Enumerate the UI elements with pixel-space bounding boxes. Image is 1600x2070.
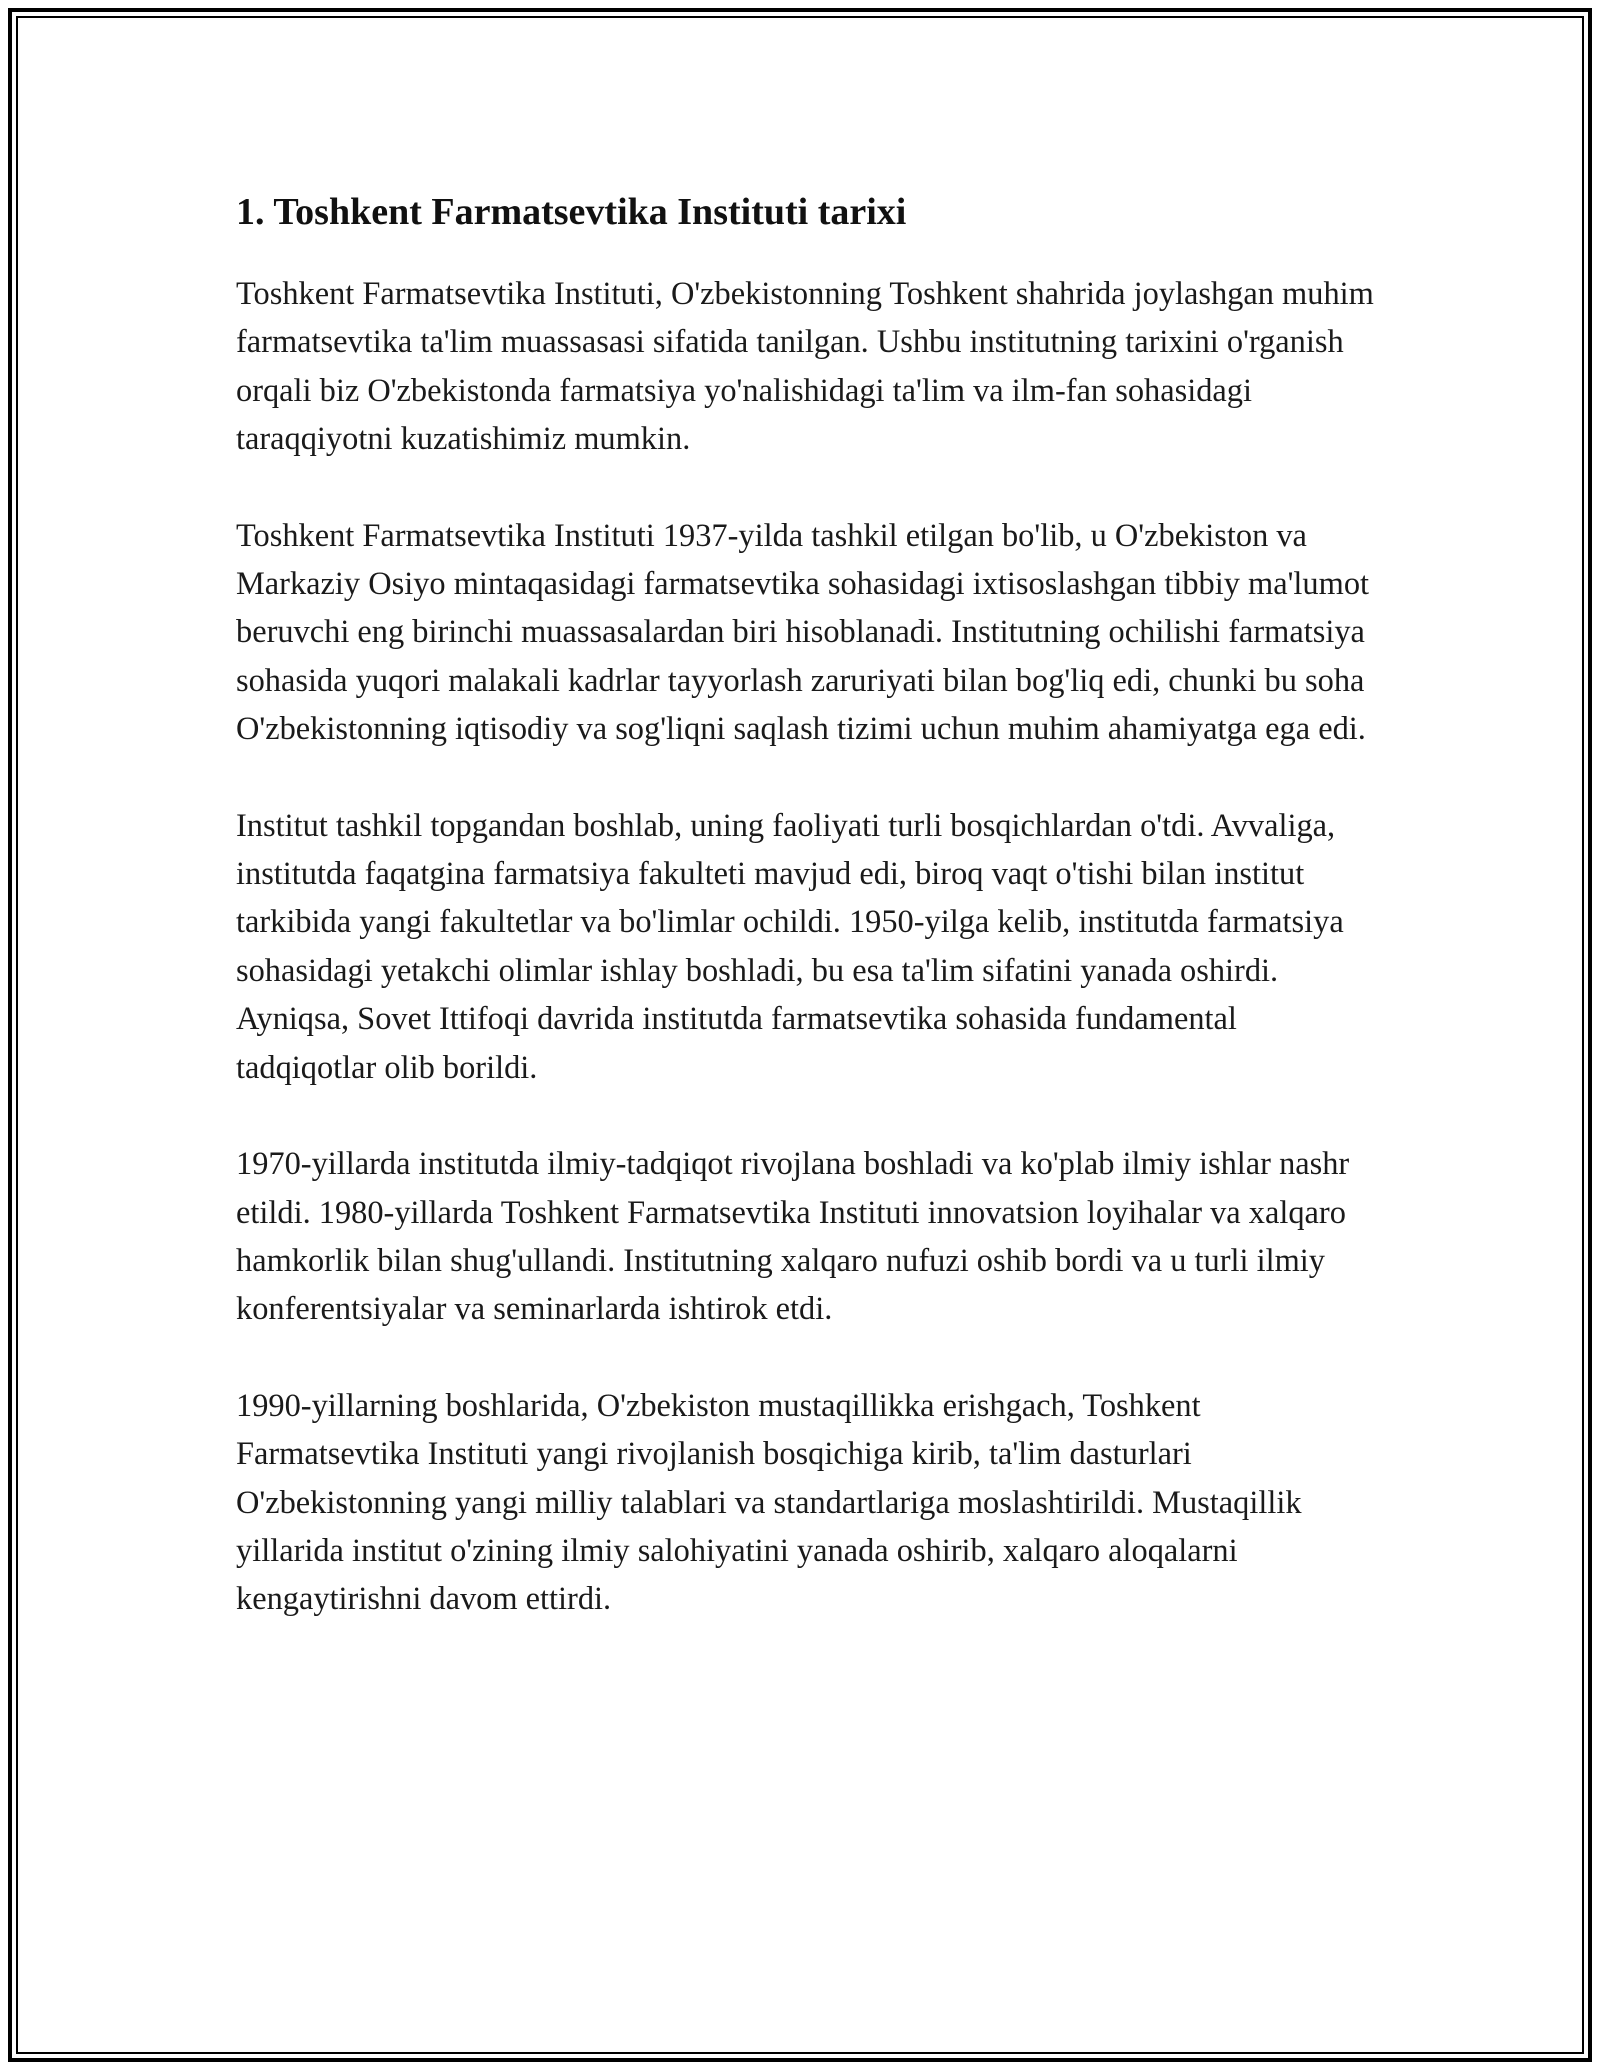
paragraph-4: 1970-yillarda institutda ilmiy-tadqiqot rivojlana boshladi va ko'plab ilmiy ishlar nashr etildi. 1980-yillarda Toshkent Farmatsevtika Instituti innovatsion loyihalar va xalqaro hamkorlik bilan shug'ullandi. Institutning xalqaro nufuzi oshib bordi va u turli ilmiy konferentsiyalar va seminarlarda ishtirok etdi. bbox=[236, 1146, 1350, 1328]
paragraph-5: 1990-yillarning boshlarida, O'zbekiston mustaqillikka erishgach, Toshkent Farmatsevtika Instituti yangi rivojlanish bosqichiga kirib, ta'lim dasturlari O'zbekistonning yangi milliy talablari va standartlariga moslashtirildi. Mustaqillik yillarida institut o'zining ilmiy salohiyatini yanada oshirib, xalqaro aloqalarni kengaytirishni davom ettirdi. bbox=[236, 1387, 1302, 1618]
document-body bbox=[236, 188, 1376, 1672]
paragraph-2: Toshkent Farmatsevtika Instituti 1937-yilda tashkil etilgan bo'lib, u O'zbekiston va Markaziy Osiyo mintaqasidagi farmatsevtika sohasidagi ixtisoslashgan tibbiy ma'lumot beruvchi eng birinchi muassasalardan biri hisoblanadi. Institutning ochilishi farmatsiya sohasida yuqori malakali kadrlar tayyorlash zaruriyati bilan bog'liq edi, chunki bu soha O'zbekistonning iqtisodiy va sog'liqni saqlash tizimi uchun muhim ahamiyatga ega edi. bbox=[236, 517, 1370, 748]
paragraph-3: Institut tashkil topgandan boshlab, uning faoliyati turli bosqichlardan o'tdi. Avvaliga, institutda faqatgina farmatsiya fakulteti mavjud edi, biroq vaqt o'tishi bilan institut tarkibida yangi fakultetlar va bo'limlar ochildi. 1950-yilga kelib, institutda farmatsiya sohasidagi yetakchi olimlar ishlay boshladi, bu esa ta'lim sifatini yanada oshirdi. Ayniqsa, Sovet Ittifoqi davrida institutda farmatsevtika sohasida fundamental tadqiqotlar olib borildi. bbox=[236, 807, 1344, 1086]
paragraph-1: Toshkent Farmatsevtika Instituti, O'zbekistonning Toshkent shahrida joylashgan muhim farmatsevtika ta'lim muassasasi sifatida tanilgan. Ushbu institutning tarixini o'rganish orqali biz O'zbekistonda farmatsiya yo'nalishidagi ta'lim va ilm-fan sohasidagi taraqqiyotni kuzatishimiz mumkin. bbox=[236, 276, 1374, 458]
section-title: 1. Toshkent Farmatsevtika Instituti tarixi bbox=[236, 191, 907, 233]
